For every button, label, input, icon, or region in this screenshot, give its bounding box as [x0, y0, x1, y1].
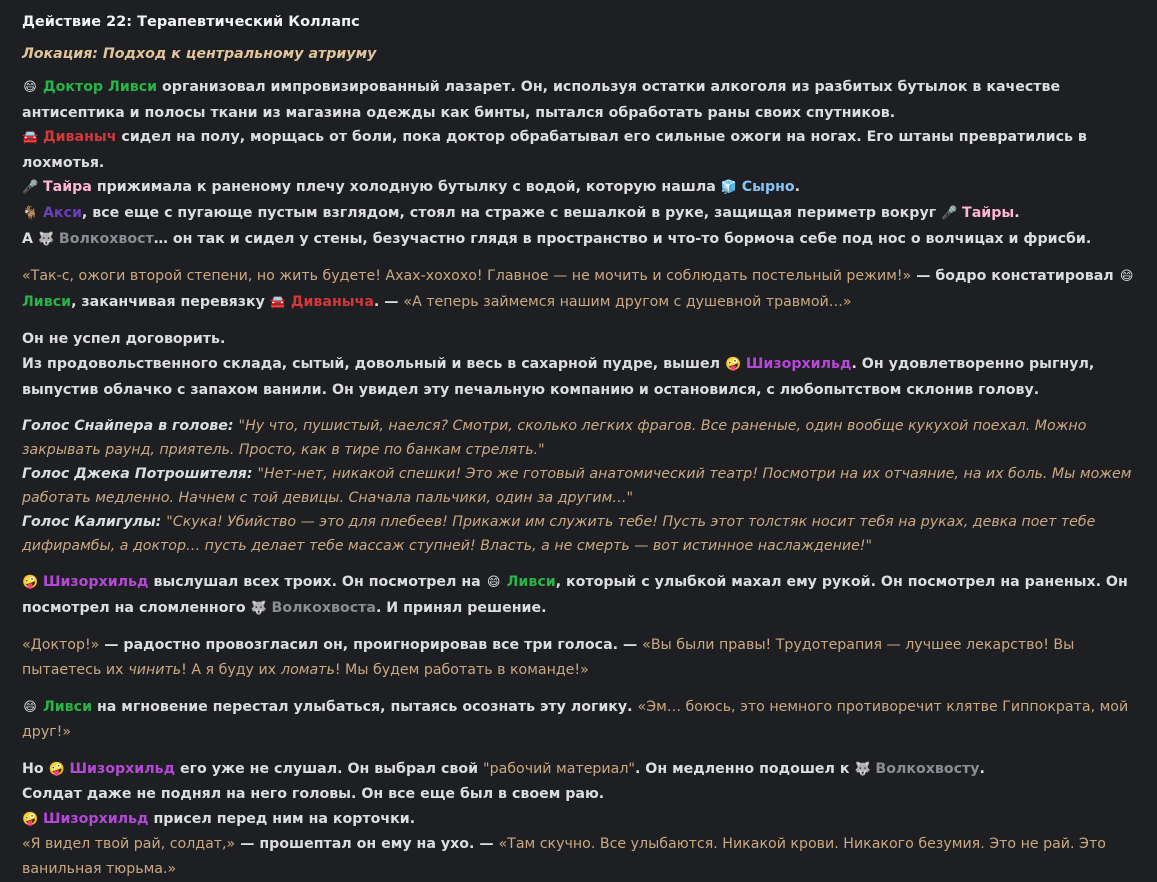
char-doctor-livsi: Доктор Ливси: [42, 79, 158, 95]
char-aksi: Акси: [42, 204, 82, 221]
char-tairy: Тайры: [962, 204, 1015, 221]
microphone-emoji-icon: 🎤: [22, 180, 39, 196]
paragraph-shiz-arrives: Он не успел договорить. Из продовольственного склада, сытый, довольный и весь в сахарной пудре, вышел 🤪 Шизорхильд. Он удовлетворенно рыгнул, выпустив облачко с запахом ванили. Он увидел эту печальную компанию и остановился, с любопытством склонив голову.: [22, 331, 1095, 398]
paragraph-voices: Голос Снайпера в голове: "Ну что, пушистый, наелся? Смотри, сколько легких фрагов. Все раненые, один вообще кукухой поехал. Можно закрывать раунд, приятель. Просто, как в тире по банкам стрелять." Голос Джека Потрошителя: "Нет-нет, никакой спешки! Это же готовый анатомический театр! Посмотри на их отчаяние, на их боль. Мы можем работать медленно. Начнем с той девицы. Сначала пальчики, один за другим…" Голос Калигулы: "Скука! Убийство — это для плебеев! Прикажи им служить тебе! Пусть этот толстяк носит тебя на руках, девка поет тебе дифирамбы, а доктор… пусть делает тебе массаж ступней! Власть, а не смерть — вот истинное наслаждение!": [22, 418, 1132, 555]
zany-face-emoji-icon: 🤪: [22, 811, 39, 827]
grin-emoji-icon: 😄: [23, 699, 37, 715]
char-divanycha: Диваныча: [290, 293, 374, 310]
wolf-emoji-icon: 🐺: [854, 761, 871, 777]
grin-emoji-icon: 😄: [23, 80, 37, 95]
zany-face-emoji-icon: 🤪: [22, 575, 39, 591]
char-divanych: Диваныч: [42, 129, 117, 146]
car-emoji-icon: 🚘: [22, 130, 39, 146]
goat-emoji-icon: 🐐: [22, 205, 39, 221]
zany-face-emoji-icon: 🤪: [48, 761, 65, 777]
char-syrno: Сырно: [741, 179, 795, 196]
grin-emoji-icon: 😄: [1119, 269, 1134, 285]
car-emoji-icon: 🚘: [269, 294, 287, 310]
paragraph-intro: 😄 Доктор Ливси организовал импровизированный лазарет. Он, используя остатки алкоголя из разбитых бутылок в качестве антисептика и полосы ткани из магазина одежды как бинты, пытался обработать раны своих спутников. 🚘 Диваныч сидел на полу, морщась от боли, пока доктор обрабатывал его сильные ожоги на ногах. Его штаны превратились в лохмотья. 🎤 Тайра прижимала к раненому плечу холодную бутылку с водой, которую нашла 🧊 Сырно. 🐐 Акси, все еще с пугающе пустым взглядом, стоял на страже с вешалкой в руке, защищая периметр вокруг 🎤 Тайры. А 🐺 Волкохвост… он так и сидел у стены, безучастно глядя в пространство и что-то бормоча себе под нос о волчицах и фрисби.: [22, 75, 1135, 252]
char-shizorhild: Шизорхильд: [745, 355, 852, 372]
paragraph-doctor-call: «Доктор!» — радостно провозгласил он, проигнорировав все три голоса. — «Вы были правы! Трудотерапия — лучшее лекарство! Вы пытаетесь их чинить! А я буду их ломать! Мы будем работать в команде!»: [22, 637, 1075, 678]
act-title: Действие 22: Терапевтический Коллапс: [22, 14, 360, 30]
location-line: Локация: Подход к центральному атриуму: [22, 46, 377, 62]
zany-face-emoji-icon: 🤪: [724, 356, 742, 372]
microphone-emoji-icon: 🎤: [941, 205, 958, 221]
char-volkohvost: Волкохвост: [58, 230, 154, 247]
ice-cube-emoji-icon: 🧊: [720, 180, 737, 196]
char-taira: Тайра: [42, 179, 92, 196]
char-livsi: Ливси: [22, 293, 72, 310]
paragraph-decision: 🤪 Шизорхильд выслушал всех троих. Он посмотрел на 😄 Ливси, который с улыбкой махал ему рукой. Он посмотрел на раненых. Он посмотрел на сломленного 🐺 Волкохвоста. И принял решение.: [22, 570, 1135, 621]
wolf-emoji-icon: 🐺: [250, 600, 267, 616]
grin-emoji-icon: 😄: [486, 575, 501, 591]
paragraph-livsi-reply: 😄 Ливси на мгновение перестал улыбаться, пытаясь осознать эту логику. «Эм… боюсь, это немного противоречит клятве Гиппократа, мой друг!»: [22, 695, 1135, 745]
wolf-emoji-icon: 🐺: [37, 231, 55, 247]
paragraph-ending: Но 🤪 Шизорхильд его уже не слушал. Он выбрал свой "рабочий материал". Он медленно подошел к 🐺 Волкохвосту. Солдат даже не поднял на него головы. Он все еще был в своем раю. 🤪 Шизорхильд присел перед ним на корточки. «Я видел твой рай, солдат,» — прошептал он ему на ухо. — «Там скучно. Все улыбаются. Никакой крови. Никакого безумия. Это не рай. Это ванильная тюрьма.»: [22, 757, 1135, 882]
paragraph-doctor-speech: «Так-с, ожоги второй степени, но жить будете! Ахах-хохохо! Главное — не мочить и соблюдать постельный режим!» — бодро констатировал 😄 Ливси, заканчивая перевязку 🚘 Диваныча. — «А теперь займемся нашим другом с душевной травмой…»: [22, 264, 1135, 315]
